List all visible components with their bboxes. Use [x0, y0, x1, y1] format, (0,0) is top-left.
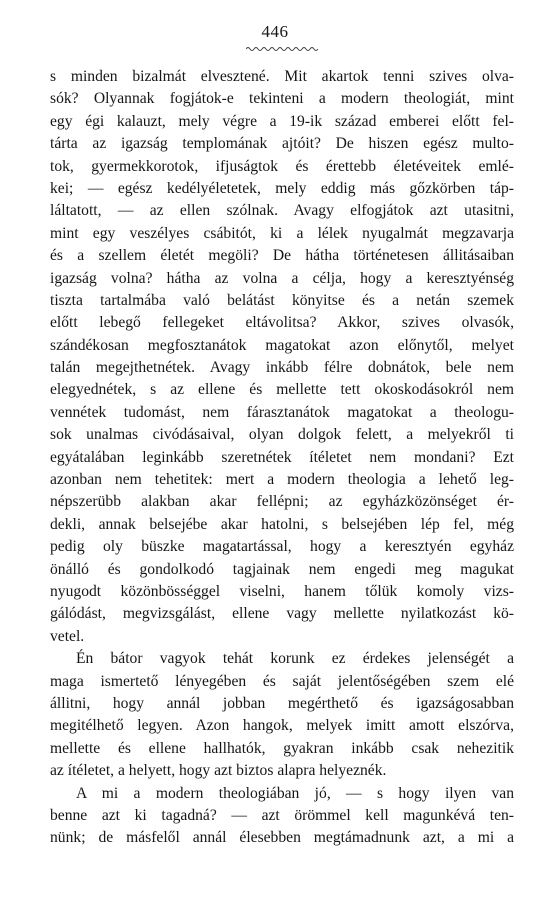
text-line: egyátalában leginkább szeretnétek ítéletet nem mondani? Ezt: [50, 448, 514, 466]
text-line: azonban nem tehetitek: mert a modern theologia a lehető leg-: [50, 471, 514, 489]
text-line: láltatott, — az ellen szólnak. Avagy elfogjátok azt utasitni,: [50, 202, 514, 220]
wavy-rule-ornament: [246, 46, 320, 52]
text-line: nünk; de másfelől annál élesebben megtámadnunk azt, a mi a: [50, 829, 514, 847]
text-line: s minden bizalmát elvesztené. Mit akartok tenni szives olva-: [50, 68, 514, 85]
text-line: pedig oly büszke magatartással, hogy a keresztyén egyház: [50, 538, 514, 556]
text-line: nyugodt közönbösséggel viselni, hanem tőlük komoly vizs-: [50, 582, 514, 600]
text-line: szándékosan megfosztanátok magatokat azon előnytől, melyet: [50, 336, 514, 354]
text-line: állitni, hogy annál jobban megérthető és igazságosabban: [50, 694, 514, 712]
text-line-paragraph-end: vetel.: [50, 627, 85, 645]
text-line: gálódást, megvizsgálást, ellene vagy mellette nyilatkozást kö-: [50, 605, 514, 623]
text-line: igazság volna? hátha az volna a célja, hogy a keresztyénség: [50, 269, 514, 287]
text-line: előtt lebegő fellegeket eltávolitsa? Akkor, szives olvasók,: [50, 314, 514, 332]
text-line: népszerübb alakban akar fellépni; az egyházközönséget ér-: [50, 493, 514, 511]
text-line: tiszta tartalmába való belátást könyitse és a netán szemek: [50, 291, 514, 309]
text-line: és a szellem életét megöli? De hátha történetesen állitásaiban: [50, 247, 514, 265]
text-line: megitélhető legyen. Azon hangok, melyek imitt amott elszórva,: [50, 717, 514, 735]
text-line: önálló és gondolkodó tagjainak nem engedi meg magukat: [50, 560, 514, 578]
text-line: elegyednétek, s az ellene és mellette tett okoskodásokról nem: [50, 381, 514, 399]
text-line: tok, gyermekkorotok, ifjuságtok és érettebb életéveitek emlé-: [50, 157, 514, 175]
text-line: maga ismertető lényegében és saját jelentőségében szem elé: [50, 672, 514, 690]
page-number: 446: [261, 22, 289, 41]
text-line: sók? Olyannak fogjátok-e tekinteni a modern theologiát, mint: [50, 90, 514, 108]
text-line: kei; — egész kedélyéletetek, mely eddig más gőzkörben táp-: [50, 179, 514, 197]
text-line: mint egy veszélyes csábitót, ki a lélek nyugalmát megzavarja: [50, 224, 514, 242]
body-text: [50, 66, 514, 850]
text-line: tárta az igazság templomának ajtóit? De hiszen egész multo-: [50, 135, 514, 153]
text-line: egy égi kalauzt, mely végre a 19-ik század emberei előtt fel-: [50, 112, 514, 130]
text-line-paragraph-end: az ítéletet, a helyett, hogy azt biztos alapra helyeznék.: [50, 762, 387, 780]
text-line: talán megejthetnétek. Avagy inkább félre dobnátok, bele nem: [50, 359, 514, 377]
text-line: vennétek tudomást, nem fárasztanátok magatokat a theologu-: [50, 403, 514, 421]
text-line-paragraph-start: Én bátor vagyok tehát korunk ez érdekes jelenségét a: [76, 650, 514, 668]
text-line-paragraph-start: A mi a modern theologiában jó, — s hogy ilyen van: [76, 784, 514, 802]
text-line: sok unalmas civódásaival, olyan dolgok felett, a melyekről ti: [50, 426, 514, 444]
text-line: mellette és ellene hallhatók, gyakran inkább csak nehezitik: [50, 739, 514, 757]
page-header: [0, 22, 550, 42]
text-line: benne azt ki tagadná? — azt örömmel kell magunkévá ten-: [50, 806, 514, 824]
text-line: dekli, annak belsejébe akar hatolni, s belsejében lép fel, még: [50, 515, 514, 533]
